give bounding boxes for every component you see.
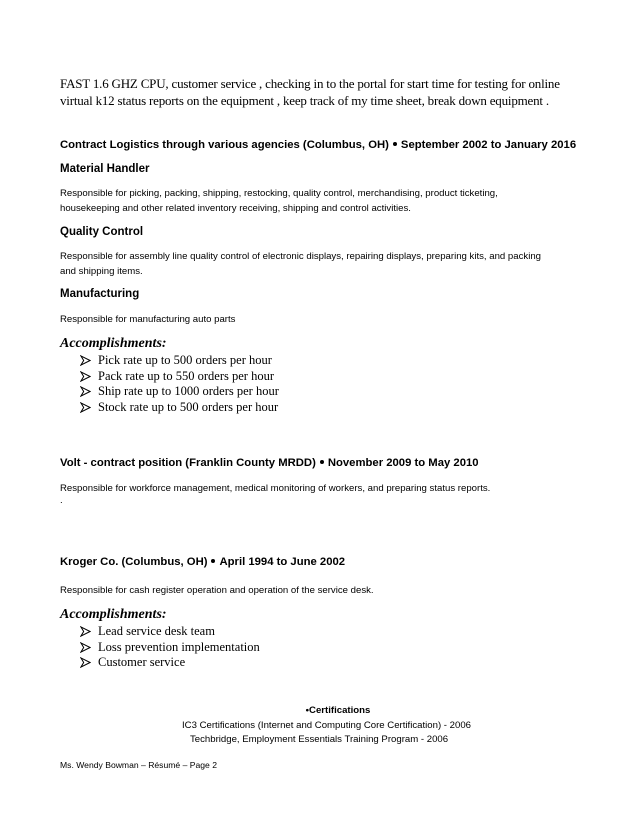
list-item (80, 640, 260, 656)
job3-dates: April 1994 to June 2002 (219, 556, 346, 568)
role-desc-line: Responsible for assembly line quality control of electronic displays, repairing displays, preparing kits, and packing (60, 251, 541, 262)
job3-accomplishments-title: Accomplishments: (60, 607, 167, 622)
job1-accomplishments-list (80, 353, 279, 415)
arrow-bullet-icon (80, 402, 91, 413)
accomplishment-text: Loss prevention implementation (98, 639, 260, 654)
accomplishment-text: Pack rate up to 550 orders per hour (98, 368, 274, 383)
accomplishment-text: Pick rate up to 500 orders per hour (98, 353, 272, 367)
job1-accomplishments-title: Accomplishments: (60, 336, 167, 351)
job1-employer: Contract Logistics through various agencies (Columbus, OH) (60, 139, 389, 151)
role-title-manufacturing: Manufacturing (60, 288, 140, 300)
accomplishment-text: Stock rate up to 500 orders per hour (98, 399, 279, 414)
job3-desc (60, 583, 590, 598)
job2-desc-line: Responsible for workforce management, medical monitoring of workers, and preparing status reports. (60, 483, 491, 494)
arrow-bullet-icon (80, 355, 91, 366)
accomplishment-text: Ship rate up to 1000 orders per hour (98, 384, 279, 398)
job2-dates: November 2009 to May 2010 (327, 457, 479, 469)
page-footer: Ms. Wendy Bowman – Résumé – Page 2 (60, 760, 217, 770)
job1-heading (60, 139, 576, 151)
job2-trailing-period: . (60, 495, 63, 506)
arrow-bullet-icon (80, 642, 91, 653)
role-desc-line: Responsible for manufacturing auto parts (60, 314, 236, 325)
role-desc-material-handler (60, 186, 590, 216)
job1-dates: September 2002 to January 2016 (400, 139, 577, 151)
role-desc-quality-control (60, 249, 590, 279)
certification-item: Techbridge, Employment Essentials Training Program - 2006 (190, 734, 449, 745)
dot-separator-icon (393, 142, 397, 146)
list-item (80, 353, 279, 369)
list-item (80, 384, 279, 400)
role-title-quality-control: Quality Control (60, 226, 144, 238)
job3-heading (60, 556, 345, 568)
arrow-bullet-icon (80, 386, 91, 397)
role-desc-line: Responsible for picking, packing, shipping, restocking, quality control, merchandising, product ticketing, (60, 188, 498, 199)
role-desc-line: housekeeping and other related inventory receiving, shipping and control activities. (60, 203, 411, 214)
intro-line-1: FAST 1.6 GHZ CPU, customer service , checking in to the portal for start time for testing for online (60, 76, 560, 91)
job2-desc (60, 481, 590, 496)
job3-employer: Kroger Co. (Columbus, OH) (60, 556, 208, 568)
role-title-material-handler: Material Handler (60, 163, 150, 175)
accomplishment-text: Customer service (98, 655, 186, 669)
arrow-bullet-icon (80, 371, 91, 382)
list-item (80, 624, 260, 640)
role-desc-line: and shipping items. (60, 266, 143, 277)
job3-desc-line: Responsible for cash register operation and operation of the service desk. (60, 585, 374, 596)
intro-line-2: virtual k12 status reports on the equipment , keep track of my time sheet, break down equipment . (60, 93, 549, 108)
list-item (80, 400, 279, 416)
role-desc-manufacturing (60, 312, 590, 327)
dot-separator-icon (211, 559, 215, 563)
intro-paragraph (60, 75, 580, 109)
arrow-bullet-icon (80, 657, 91, 668)
list-item (80, 655, 260, 671)
job3-accomplishments-list (80, 624, 260, 671)
certifications-title: •Certifications (305, 705, 371, 716)
arrow-bullet-icon (80, 626, 91, 637)
job2-heading (60, 457, 479, 469)
accomplishment-text: Lead service desk team (98, 624, 215, 638)
certification-item: IC3 Certifications (Internet and Computing Core Certification) - 2006 (182, 720, 472, 731)
dot-separator-icon (320, 460, 324, 464)
list-item (80, 369, 279, 385)
job2-employer: Volt - contract position (Franklin County MRDD) (60, 457, 316, 469)
